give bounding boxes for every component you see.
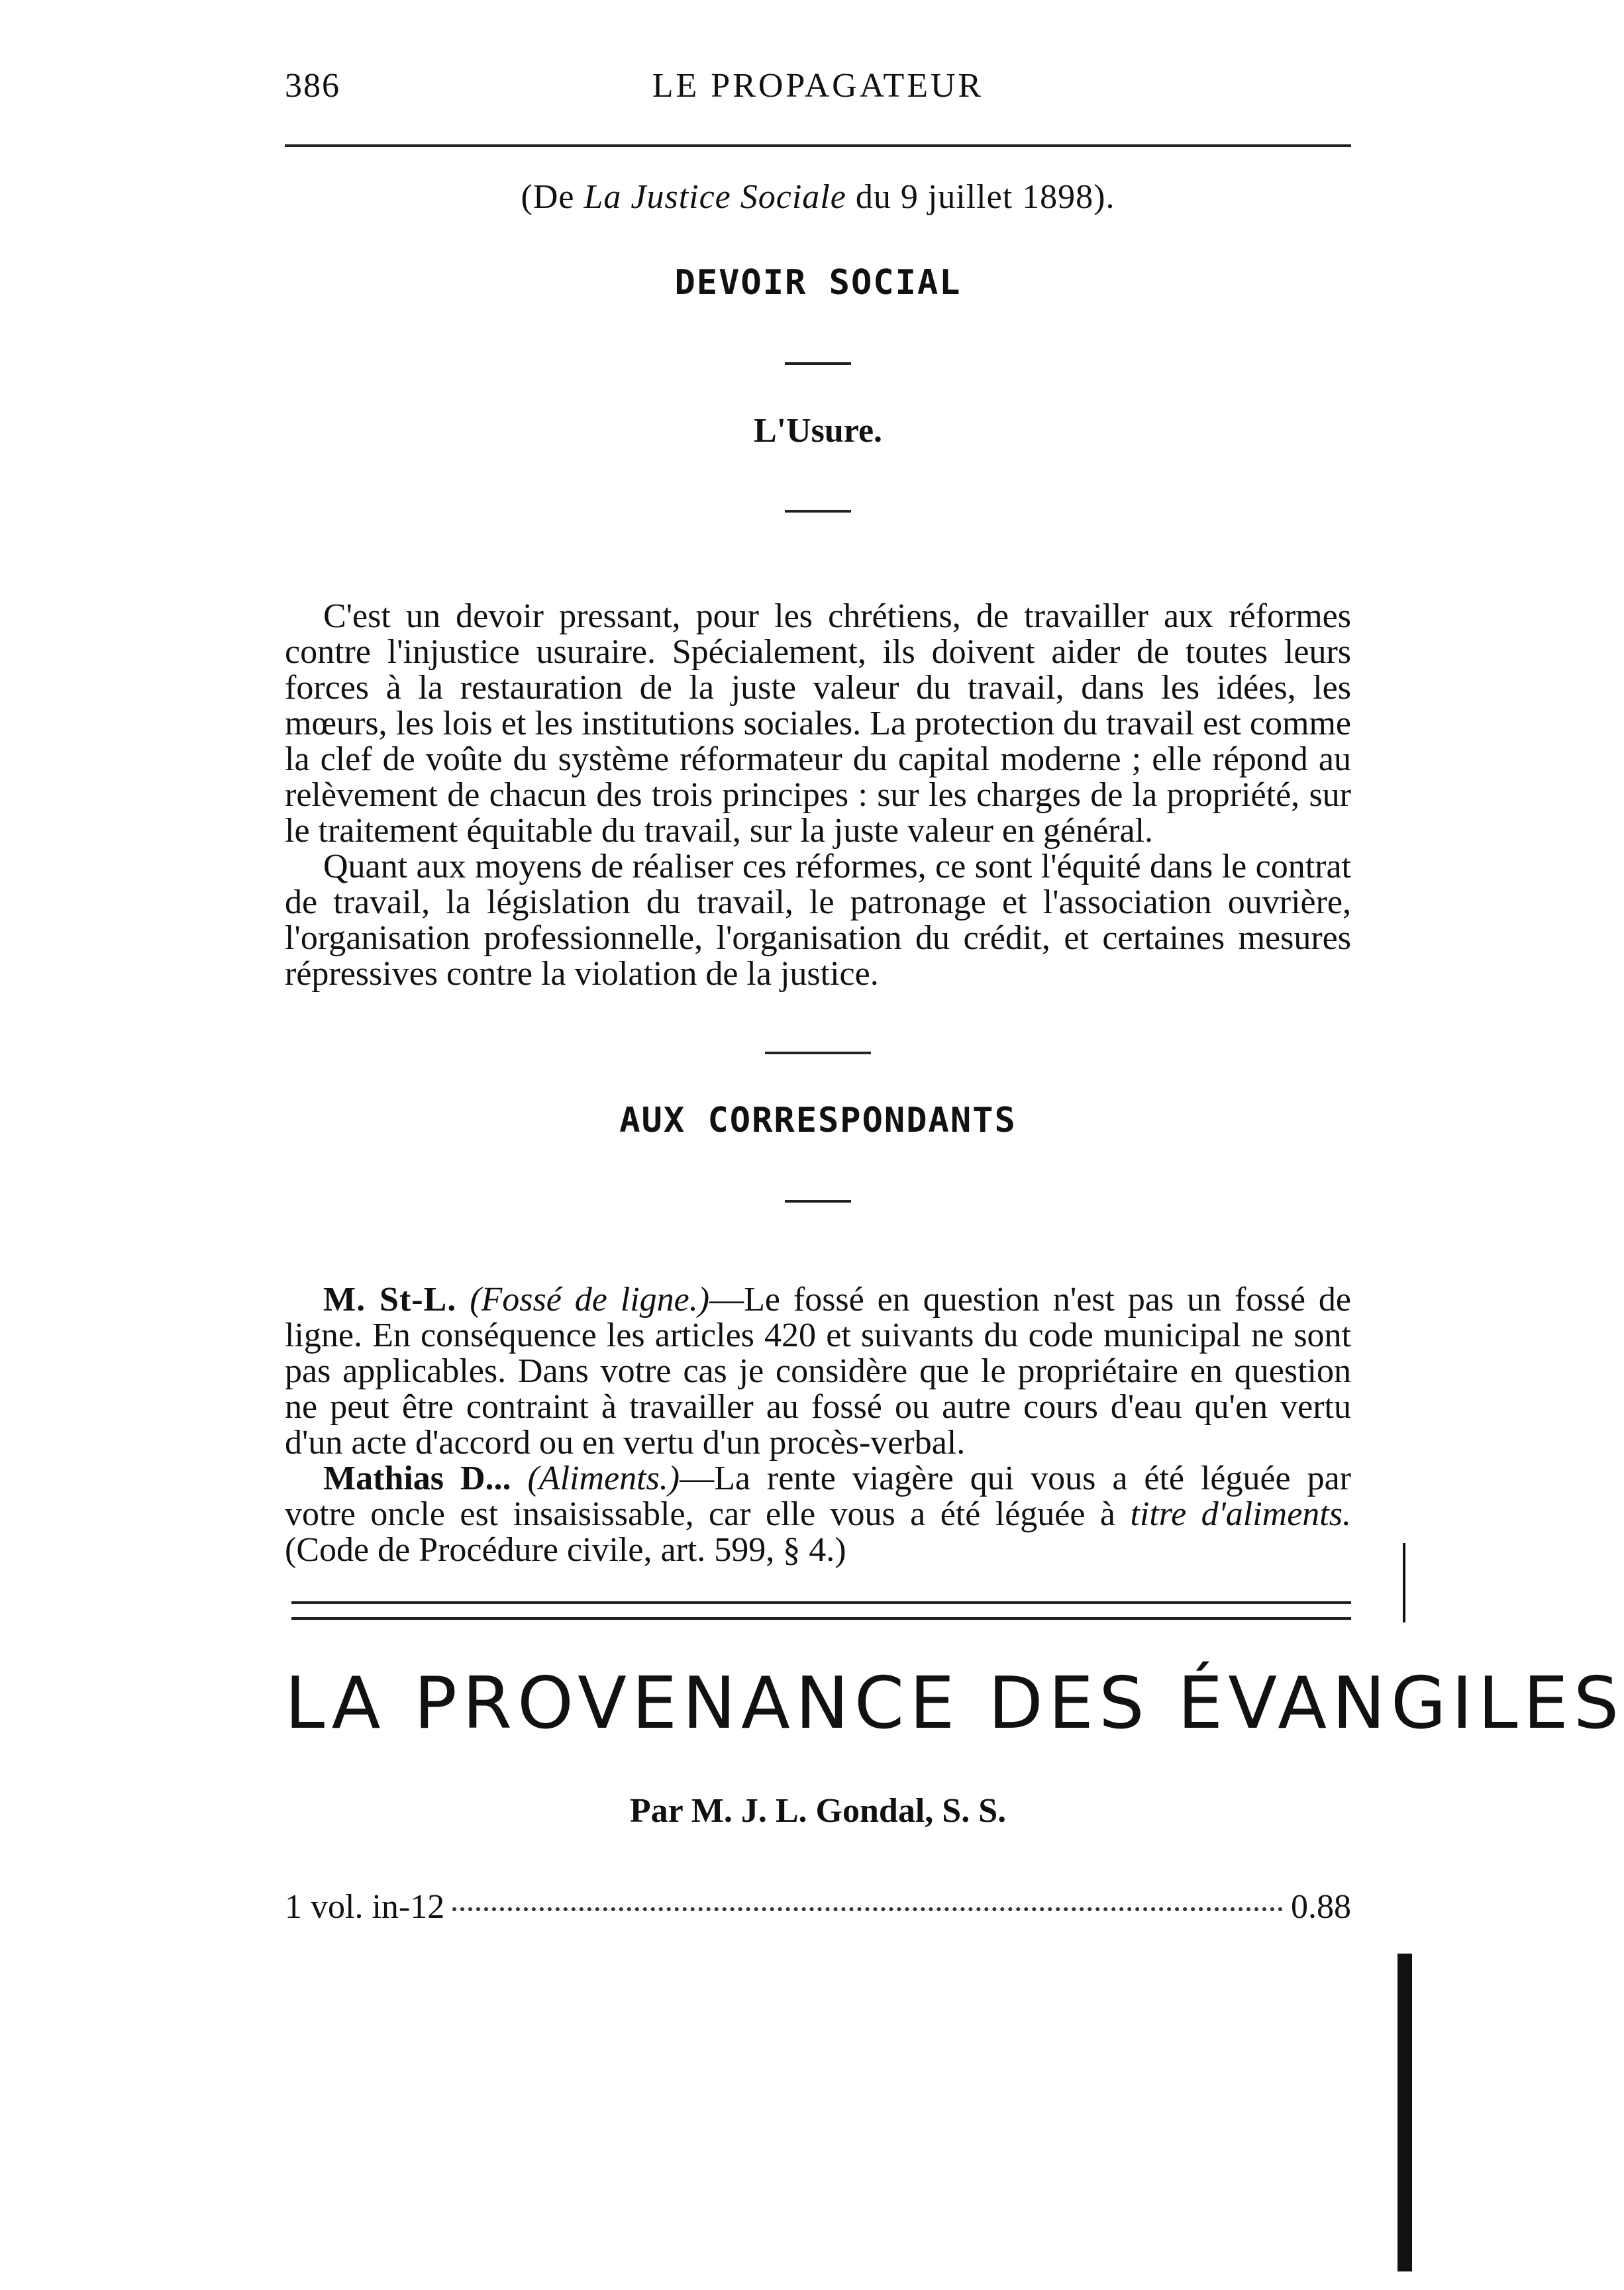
advertisement-author: Par M. J. L. Gondal, S. S.: [629, 1792, 1007, 1830]
correspondent-name: Mathias D...: [323, 1460, 511, 1497]
correspondent-entry-1: [285, 1282, 1351, 1461]
separator-dash: [785, 1200, 851, 1203]
source-suffix: du 9 juillet 1898).: [846, 178, 1115, 216]
correspondent-name: M. St-L.: [323, 1281, 457, 1319]
running-title: LE PROPAGATEUR: [652, 67, 984, 105]
document-page: [285, 60, 1624, 1926]
source-citation: [285, 177, 1351, 217]
correspondent-answer: —Le fossé en question n'est pas un fossé de ligne. En conséquence les articles 420 et suivants du code municipal ne sont pas applicables. Dans votre cas je considère que le propriétaire en question ne peut être contraint à travailler au fossé ou autre cours d'eau qu'en vertu d'un acte d'accord ou en vertu d'un procès-verbal.: [285, 1281, 1351, 1462]
header-rule: [285, 144, 1351, 147]
section-title-devoir-social: DEVOIR SOCIAL: [674, 263, 962, 303]
price-line: [285, 1887, 1351, 1926]
correspondent-topic: (Aliments.): [527, 1460, 680, 1497]
article-paragraph-2: Quant aux moyens de réaliser ces réformes, ce sont l'équité dans le contrat de travail, la législation du travail, le patronage et l'association ouvrière, l'organisation professionnelle, l'organisation du crédit, et certaines mesures répressives contre la violation de la justice.: [285, 848, 1351, 993]
running-header: [285, 60, 1351, 113]
separator-dash: [765, 1052, 871, 1054]
correspondent-italic-phrase: titre d'aliments.: [1130, 1495, 1351, 1533]
advertisement-title: LA PROVENANCE DES ÉVANGILES: [285, 1662, 1624, 1745]
margin-scan-mark: [1403, 1543, 1405, 1622]
double-rule: [291, 1601, 1351, 1620]
item-description: 1 vol. in-12: [285, 1888, 445, 1926]
correspondent-citation: (Code de Procédure civile, art. 599, § 4.): [285, 1531, 846, 1569]
source-prefix: (De: [521, 178, 584, 216]
correspondent-entry-2: [285, 1461, 1351, 1568]
article-subtitle: L'Usure.: [753, 412, 883, 450]
correspondent-answer: —La rente viagère qui vous a été léguée par votre oncle est insaisissable, car elle vous a été léguée à: [285, 1460, 1351, 1533]
dot-leader: [452, 1907, 1283, 1911]
item-price: 0.88: [1291, 1888, 1351, 1926]
separator-dash: [785, 362, 851, 365]
page-number: 386: [285, 67, 340, 105]
correspondent-topic: (Fossé de ligne.): [470, 1281, 710, 1319]
article-paragraph-1: C'est un devoir pressant, pour les chrétiens, de travailler aux réformes contre l'injustice usuraire. Spécialement, ils doivent aider de toutes leurs forces à la restauration de la juste valeur du travail, dans les idées, les mœurs, les lois et les institutions sociales. La protection du travail est comme la clef de voûte du système réformateur du capital moderne ; elle répond au relèvement de chacun des trois principes : sur les charges de la propriété, sur le traitement équitable du travail, sur la juste valeur en général.: [285, 597, 1351, 850]
source-journal: La Justice Sociale: [584, 178, 846, 216]
separator-dash: [785, 510, 851, 513]
margin-scan-bar: [1397, 1954, 1412, 2271]
section-title-correspondants: AUX CORRESPONDANTS: [619, 1101, 1017, 1140]
